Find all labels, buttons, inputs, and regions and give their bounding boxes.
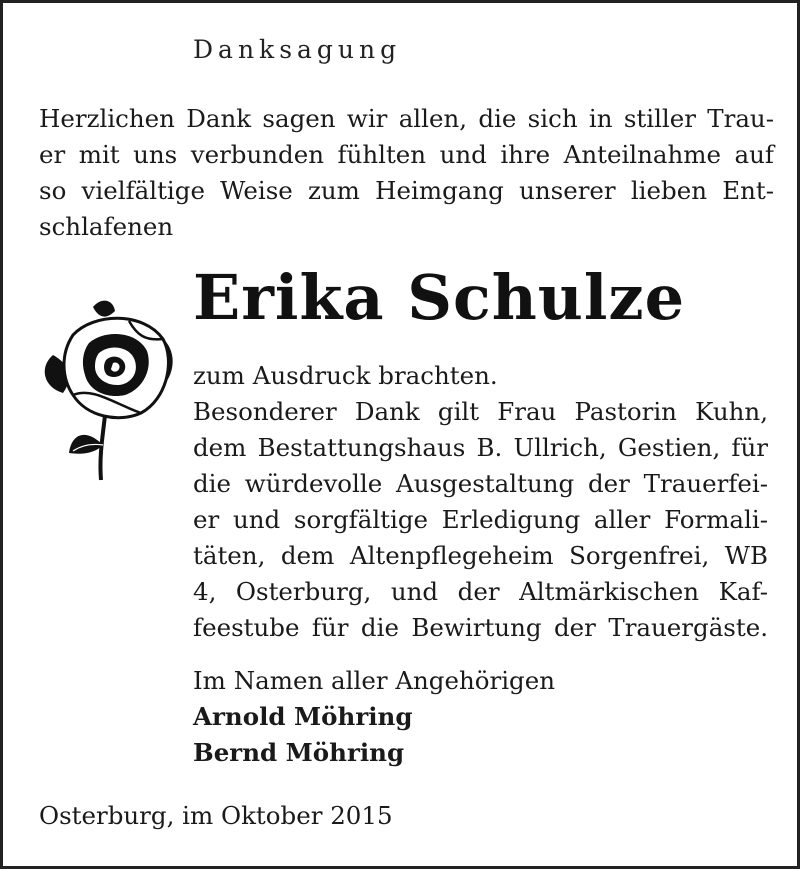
signoff-intro: Im Namen aller Angehörigen [193,666,556,695]
body-line: die würdevolle Ausgestaltung der Trauerfei- [193,469,768,498]
intro-line: so vielfältige Weise zum Heimgang unserer lieben Ent- [39,176,774,205]
intro-line: er mit uns verbunden fühlten und ihre Anteilnahme auf [39,140,774,169]
intro-line: Herzlichen Dank sagen wir allen, die sich in stiller Trau- [39,104,774,133]
notice-heading: Danksagung [193,35,402,64]
signer-name: Arnold Möhring [193,702,413,731]
body-line: feestube für die Bewirtung der Trauergäste. [193,613,768,642]
intro-line: schlafenen [39,212,174,241]
intro-paragraph [39,101,774,245]
deceased-name: Erika Schulze [193,261,686,334]
body-line: dem Bestattungshaus B. Ullrich, Gestien, für [193,433,768,462]
place-date: Osterburg, im Oktober 2015 [39,801,393,830]
body-paragraph [193,358,768,646]
rose-icon [33,295,183,495]
body-line: zum Ausdruck brachten. [193,361,498,390]
signer-name: Bernd Möhring [193,738,405,767]
body-line: er und sorgfältige Erledigung aller Formali- [193,505,768,534]
body-line: 4, Osterburg, und der Altmärkischen Kaf- [193,577,768,606]
body-line: Besonderer Dank gilt Frau Pastorin Kuhn, [193,397,768,426]
signoff-block [193,663,555,771]
body-line: täten, dem Altenpflegeheim Sorgenfrei, WB [193,541,768,570]
